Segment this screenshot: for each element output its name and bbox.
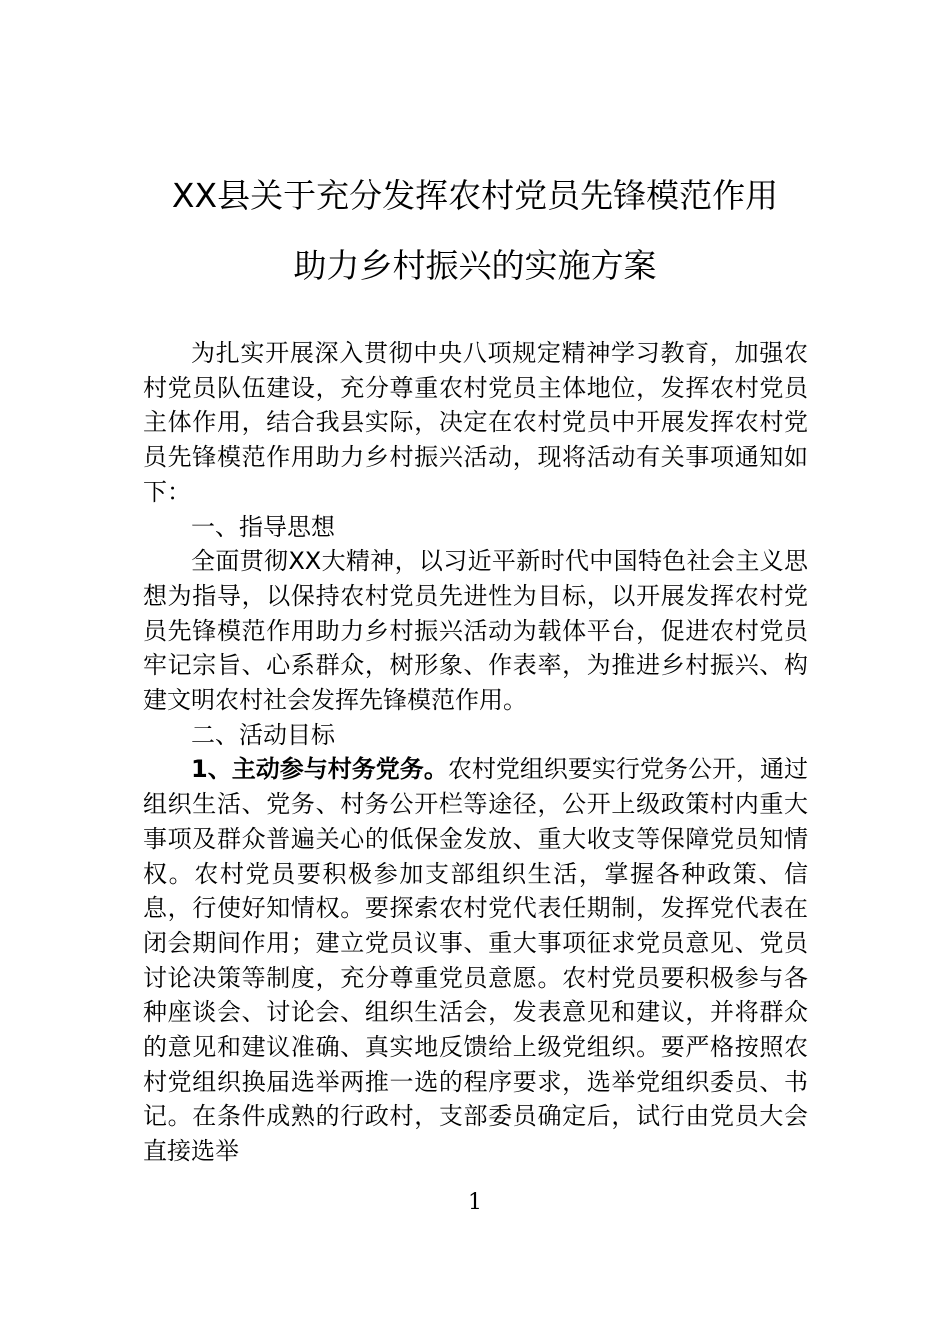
document-title-line-2: 助力乡村振兴的实施方案 (293, 246, 657, 285)
section-heading-activity-goals: 二、活动目标 (191, 720, 335, 749)
item-1-heading: 1、主动参与村务党务。 (191, 755, 448, 784)
document-title-line-1: XX县关于充分发挥农村党员先锋模范作用 (171, 176, 779, 215)
item-1-paragraph (143, 752, 808, 1168)
document-body (143, 336, 808, 1169)
intro-paragraph: 为扎实开展深入贯彻中央八项规定精神学习教育，加强农村党员队伍建设，充分尊重农村党员主体地位，发挥农村党员主体作用，结合我县实际，决定在农村党员中开展发挥农村党员先锋模范作用助力乡村振兴活动，现将活动有关事项通知如下： (143, 339, 808, 506)
item-1-body: 农村党组织要实行党务公开，通过组织生活、党务、村务公开栏等途径，公开上级政策村内重大事项及群众普遍关心的低保金发放、重大收支等保障党员知情权。农村党员要积极参加支部组织生活，掌握各种政策、信息，行使好知情权。要探索农村党代表任期制，发挥党代表在闭会期间作用；建立党员议事、重大事项征求党员意见、党员讨论决策等制度，充分尊重党员意愿。农村党员要积极参与各种座谈会、讨论会、组织生活会，发表意见和建议，并将群众的意见和建议准确、真实地反馈给上级党组织。要严格按照农村党组织换届选举两推一选的程序要求，选举党组织委员、书记。在条件成熟的行政村，支部委员确定后，试行由党员大会直接选举 (143, 755, 809, 1166)
section-heading-guiding-ideology: 一、指导思想 (191, 512, 335, 541)
guiding-ideology-paragraph: 全面贯彻XX大精神，以习近平新时代中国特色社会主义思想为指导，以保持农村党员先进性为目标，以开展发挥农村党员先锋模范作用助力乡村振兴活动为载体平台，促进农村党员牢记宗旨、心系群众，树形象、作表率，为推进乡村振兴、构建文明农村社会发挥先锋模范作用。 (143, 547, 808, 715)
page-number: 1 (468, 1190, 482, 1215)
